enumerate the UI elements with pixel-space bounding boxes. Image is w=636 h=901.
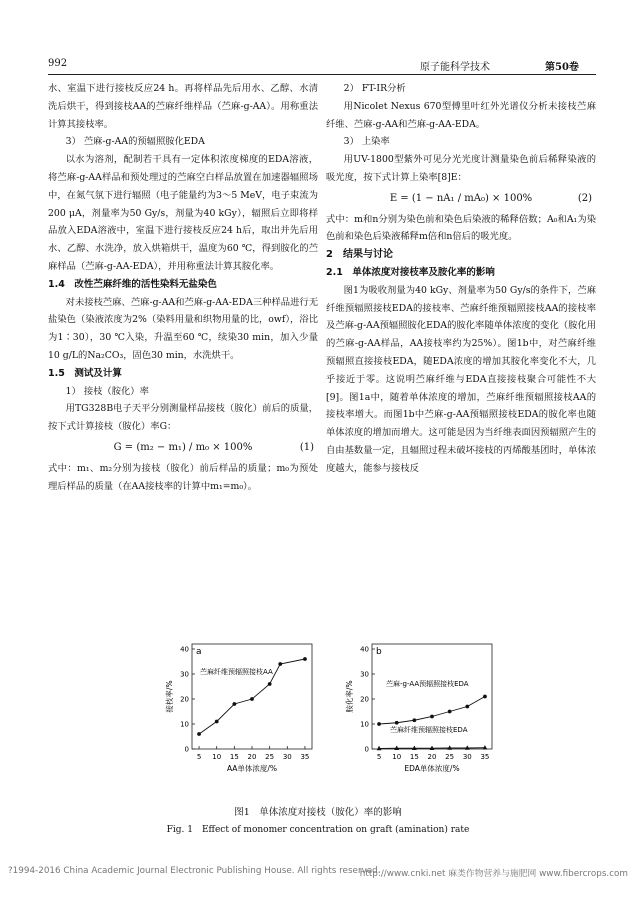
data-point: [412, 718, 416, 722]
x-tick-label: 10: [212, 753, 222, 761]
subheading: 3） 上染率: [343, 136, 390, 148]
series-line: [379, 697, 485, 725]
data-point: [483, 695, 487, 699]
paragraph: 式中：m₁、m₂分别为接枝（胺化）前后样品的质量；m₀为预处理后样品的质量（在AA接枝率的计算中m₁=m₀）。: [48, 462, 318, 492]
figure-caption-en: Fig. 1 Effect of monomer concentration on graft (amination) rate: [166, 825, 470, 835]
section-heading: 1.4 改性苎麻纤维的活性染料无盐染色: [48, 278, 217, 290]
footer: [8, 866, 628, 879]
x-tick-label: 30: [282, 753, 292, 761]
paragraph: 水、室温下进行接枝反应24 h。再将样品先后用水、乙醇、水清洗后烘干，得到接枝AA的苎麻纤维样品（苎麻-g-AA）。用称重法计算其接枝率。: [48, 83, 318, 130]
y-tick-label: 40: [180, 645, 189, 654]
paragraph: 用TG328B电子天平分别测量样品接枝（胺化）前后的质量，按下式计算接枝（胺化）率G：: [48, 403, 318, 433]
paragraph: 对未接枝苎麻、苎麻-g-AA和苎麻-g-AA-EDA三种样品进行无盐染色（染液浓度为2%（染料用量和织物用量的比，owf），浴比为1∶30），30 ℃入染，升温至60 ℃，续染30 min，加入少量10 g/L的Na₂CO₃，固色30 min，水洗烘干。: [48, 296, 318, 361]
legend-label: 苎麻纤维预辐照接枝EDA: [390, 726, 468, 734]
panel-label: b: [376, 647, 382, 657]
subheading: 3） 苎麻-g-AA的预辐照胺化EDA: [65, 136, 205, 148]
x-tick-label: 5: [196, 753, 202, 761]
section-heading: 2.1 单体浓度对接枝率及胺化率的影响: [326, 266, 495, 278]
equation-2: E = (1 − nA₁ / mA₀) × 100% (2): [389, 192, 592, 204]
y-tick-label: 40: [360, 645, 369, 654]
data-point: [465, 705, 469, 709]
footer-copyright: ?1994-2016 China Academic Journal Electronic Publishing House. All rights reserved.: [8, 866, 381, 876]
x-tick-label: 15: [229, 753, 239, 761]
volume: 第50卷: [545, 62, 579, 73]
x-tick-label: 20: [247, 753, 257, 761]
legend-label: 苎麻-g-AA预辐照接枝EDA: [386, 680, 469, 688]
y-axis-label: 接枝率/%: [165, 680, 174, 713]
x-axis-label: AA单体浓度/%: [226, 764, 278, 773]
figure-caption-cn: 图1 单体浓度对接枝（胺化）率的影响: [234, 807, 402, 818]
data-point: [278, 662, 282, 666]
paragraph: 图1为吸收剂量为40 kGy、剂量率为50 Gy/s的条件下，苎麻纤维预辐照接枝EDA的接枝率、苎麻纤维预辐照接枝AA的接枝率及苎麻-g-AA预辐照胺化EDA的胺化率随单体浓度的变化（胺化用的苎麻-g-AA样品，AA接枝率约为25%）。图1b中，对苎麻纤维预辐照直接接枝EDA，随EDA浓度的增加其胺化率变化不大，几乎接近于零。这说明苎麻纤维与EDA直接接枝聚合可能性不大[9]。图1a中，随着单体浓度的增加，苎麻纤维预辐照接枝AA的接枝率增大。而图1b中苎麻-g-AA预辐照接枝EDA的胺化率也随单体浓度的增加而增大。这可能是因为当纤维表面因预辐照产生的自由基数量一定，且辐照过程未破坏接枝的丙烯酸基团时，单体浓度越大，能参与接枝反: [326, 284, 596, 474]
paragraph: 以水为溶剂，配制若干具有一定体积浓度梯度的EDA溶液，将苎麻-g-AA样品和预处理过的苎麻空白样品放置在加速器辐照场中，在氮气氛下进行辐照（电子能量约为3～5 MeV，电子束流为200 μA，剂量率为50 Gy/s，剂量为40 kGy），辐照后立即将样品放入EDA溶液中，室温下进行接枝反应24 h后，取出并先后用水、乙醇、水洗净，放入烘箱烘干，温度为60 ℃，得到胺化的苎麻样品（苎麻-g-AA-EDA），并用称重法计算其胺化率。: [48, 154, 318, 272]
y-axis-label: 胺化率/%: [345, 680, 354, 713]
data-point: [232, 702, 236, 706]
subheading: 1） 接枝（胺化）率: [65, 385, 149, 397]
y-tick-label: 10: [360, 720, 369, 729]
equation-1: G = (m₂ − m₁) / m₀ × 100% (1): [113, 441, 314, 453]
data-point: [250, 697, 254, 701]
paragraph: 用Nicolet Nexus 670型傅里叶红外光谱仪分析未接枝苎麻纤维、苎麻-g-AA和苎麻-g-AA-EDA。: [326, 100, 596, 130]
data-point: [303, 657, 307, 661]
data-point: [430, 715, 434, 719]
data-point: [197, 732, 201, 736]
y-tick-label: 10: [180, 720, 189, 729]
paragraph: 用UV-1800型紫外可见分光光度计测量染色前后稀释染液的吸光度，按下式计算上染率[8]E：: [326, 154, 596, 183]
x-tick-label: 20: [427, 753, 437, 761]
y-tick-label: 30: [360, 670, 369, 679]
left-column: [48, 80, 318, 495]
x-tick-label: 15: [409, 753, 419, 761]
x-tick-label: 5: [376, 753, 382, 761]
journal-name: 原子能科学技术: [420, 62, 490, 73]
data-point: [448, 710, 452, 714]
y-tick-label: 20: [360, 695, 369, 704]
data-point: [268, 682, 272, 686]
page-number: 992: [48, 58, 68, 69]
right-column: [326, 80, 596, 478]
x-tick-label: 30: [462, 753, 472, 761]
data-point: [215, 720, 219, 724]
x-tick-label: 35: [300, 753, 310, 761]
y-tick-label: 20: [180, 695, 189, 704]
x-tick-label: 25: [265, 753, 275, 761]
header-rule: [48, 74, 596, 75]
data-point: [395, 721, 399, 725]
x-tick-label: 25: [445, 753, 455, 761]
figure-1: [150, 630, 510, 800]
y-tick-label: 0: [364, 745, 369, 754]
y-tick-label: 0: [184, 745, 189, 754]
paragraph: 式中：m和n分别为染色前和染色后染液的稀释倍数；A₀和A₁为染色前和染色后染液稀释m倍和n倍后的吸光度。: [326, 213, 596, 243]
figure-1-charts: [150, 630, 510, 800]
section-heading: 2 结果与讨论: [326, 249, 393, 261]
data-point: [377, 722, 381, 726]
x-tick-label: 10: [392, 753, 402, 761]
x-axis-label: EDA单体浓度/%: [404, 764, 460, 773]
footer-url: http://www.cnki.net 麻类作物营养与施肥网 www.fibercrops.com: [359, 869, 628, 879]
panel-label: a: [196, 647, 202, 657]
section-heading: 1.5 测试及计算: [48, 367, 122, 379]
plot-frame: [192, 644, 312, 749]
subheading: 2） FT-IR分析: [343, 83, 406, 94]
legend-label: 苎麻纤维预辐照接枝AA: [200, 668, 273, 676]
y-tick-label: 30: [180, 670, 189, 679]
x-tick-label: 35: [480, 753, 490, 761]
